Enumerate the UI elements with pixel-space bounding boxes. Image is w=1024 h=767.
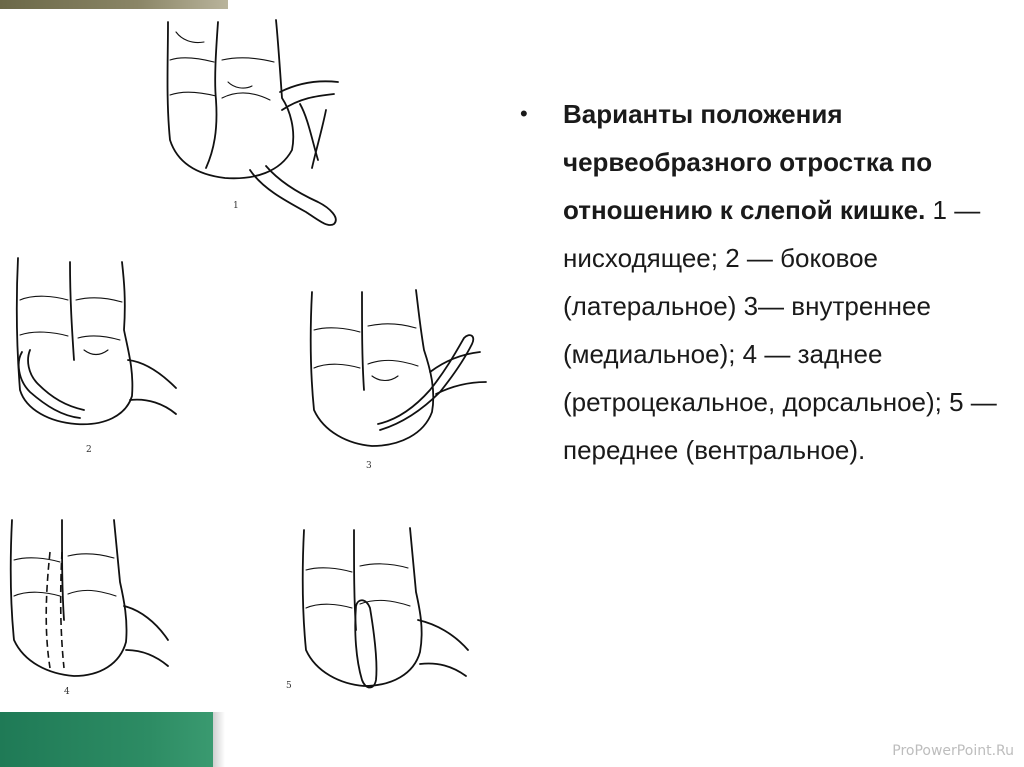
- diagram-2-label: 2: [86, 445, 92, 455]
- description-body: 1 — нисходящее; 2 — боковое (латеральное) 3— внутреннее (медиальное); 4 — заднее (ретроцекальное, дорсальное); 5 — переднее (вентральное).: [563, 195, 997, 465]
- diagram-3-medial: [311, 290, 486, 471]
- appendix-positions-figure: [0, 0, 500, 712]
- watermark-text: ProPowerPoint.Ru: [892, 743, 1014, 759]
- diagram-4-label: 4: [64, 687, 70, 697]
- bottom-decor-bar: [0, 712, 213, 767]
- diagram-1-label: 1: [233, 201, 239, 211]
- diagram-5-label: 5: [286, 681, 292, 691]
- bullet-marker: •: [520, 101, 528, 126]
- diagram-1-descending: [168, 20, 339, 225]
- diagram-4-retrocecal: [11, 520, 168, 697]
- diagram-5-ventral: [286, 528, 468, 691]
- diagram-2-lateral: [17, 258, 176, 455]
- description-heading: Варианты положения червеобразного отростка по отношению к слепой кишке.: [563, 99, 933, 225]
- diagram-3-label: 3: [366, 461, 372, 471]
- bottom-decor-shadow: [213, 712, 225, 767]
- slide-text-block: [520, 90, 1010, 474]
- description-paragraph: [563, 90, 1008, 474]
